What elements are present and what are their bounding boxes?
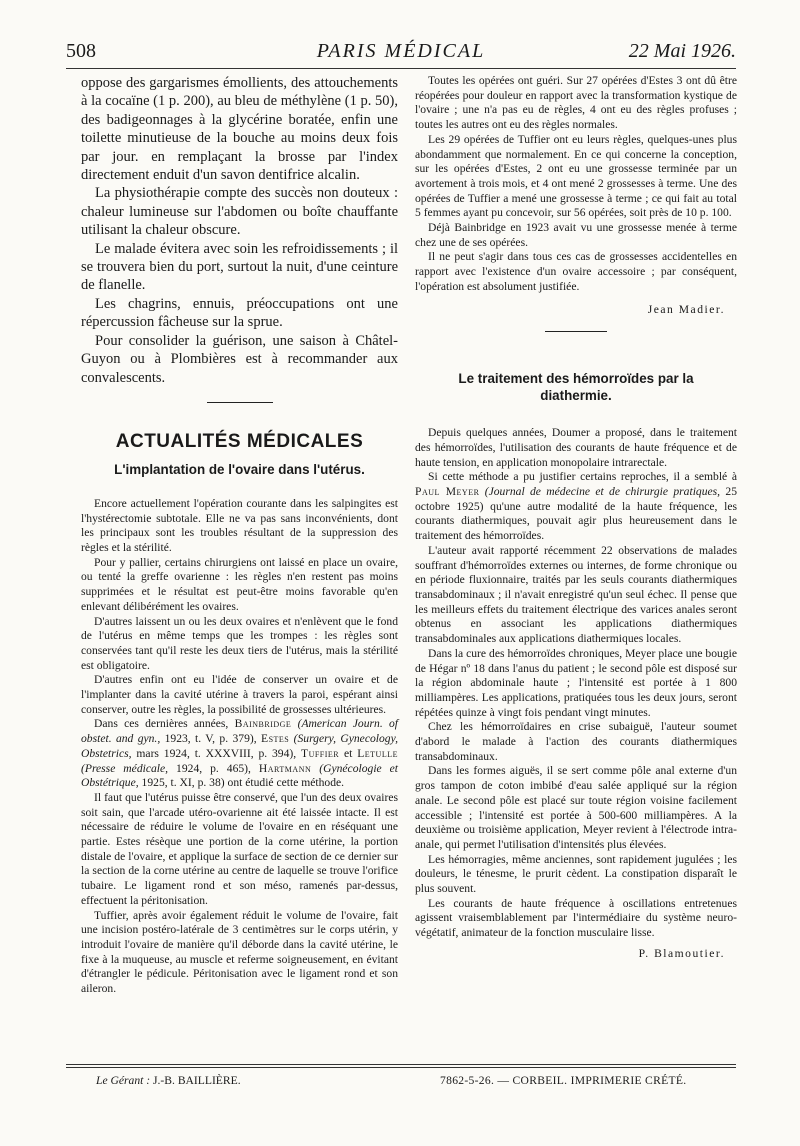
footer-gerant — [96, 1074, 241, 1087]
article-title: Le traitement des hémorroïdes par la diathermie. — [458, 371, 694, 404]
paragraph: Encore actuellement l'opération courante dans les salpingites est l'hystérectomie subtotale. Elle ne va pas sans inconvénients, dont les principaux sont les troubles résultant de la suppression des règles et la stérilité. — [81, 496, 398, 555]
ovary-article-body — [81, 497, 398, 997]
paragraph: Les chagrins, ennuis, préoccupations ont une répercussion fâcheuse sur la sprue. — [81, 295, 398, 331]
issue-date: 22 Mai 1926. — [628, 40, 736, 62]
author-name: Letulle — [357, 746, 398, 760]
author-name: Hartmann — [258, 761, 312, 775]
author-name: Paul Meyer — [415, 485, 480, 499]
footer-printer: 7862-5-26. — CORBEIL. IMPRIMERIE CRÉTÉ. — [440, 1074, 687, 1087]
text-run: Si cette méthode a pu justifier certains reproches, il a semblé à — [428, 470, 737, 484]
paragraph: Pour consolider la guérison, une saison à Châtel-Guyon ou à Plombières est à recommander aux convalescents. — [81, 332, 398, 386]
journal-citation: (Surgery, Gynecology, Obstetrics, — [81, 732, 398, 760]
paragraph: Le malade évitera avec soin les refroidissements ; il se trouvera bien du port, surtout la nuit, d'une ceinture de flanelle. — [81, 240, 398, 294]
author-signature: P. Blamoutier. — [638, 946, 725, 960]
paragraph: La physiothérapie compte des succès non douteux : chaleur lumineuse sur l'abdomen ou boîte chauffante utilisant la chaleur obscure. — [81, 185, 398, 239]
header-rule — [66, 68, 736, 69]
journal-citation: (Presse médicale, — [81, 761, 169, 775]
journal-citation: (Gynécologie et Obstétrique, — [81, 761, 399, 790]
journal-title: PARIS MÉDICAL — [316, 40, 486, 62]
paragraph: Toutes les opérées ont guéri. Sur 27 opérées d'Estes 3 ont dû être réopérées pour douleur en rapport avec la transformation kystique de l'ovaire ; une n'a pas eu de règles, 4 ont eu des règles profuses ; toutes les autres ont eu des règles normales. — [415, 74, 737, 132]
paragraph: Dans la cure des hémorroïdes chroniques, Meyer place une bougie de Hégar nº 18 dans l'anus du patient ; le second pôle est disposé sur la région abdominale haute ; l'intensité est portée à 1 800 milliampères. Les applications, pratiquées tous les deux jours, seront répétées quinze à vingt fois pendant vingt minutes. — [415, 646, 737, 719]
ovary-article-conclusion — [415, 74, 737, 317]
gerant-label: Le Gérant : — [96, 1074, 151, 1087]
text-run: 1923, t. V, p. 379), — [164, 732, 257, 746]
paragraph: D'autres enfin ont eu l'idée de conserver un ovaire et de l'implanter dans la cavité utérine à travers la paroi, espérant ainsi conserver, outre les règles, la possibilité de grossesses ultérieures. — [81, 673, 398, 716]
paragraph: Dans les formes aiguës, il se sert comme pôle anal externe d'un gros tampon de coton imbibé d'eau salée appliqué sur la région anale. Le second pôle est placé sur toute région voisine facilement accessible ; l'intensité est portée à 500-600 milliampères. A la deuxième ou troisième application, Meyer revient à l'électrode intra-anale, qui permet l'utilisation d'intensités plus élevées. — [415, 764, 737, 851]
paragraph: L'auteur avait rapporté récemment 22 observations de malades souffrant d'hémorroïdes externes ou internes, de forme chronique ou en période fluxionnaire, traités par les seuls courants diathermiques transabdominaux ; il n'avait enregistré qu'un seul échec. Il pense que les meilleurs effets du traitement électrique des varices anales seront obtenus en associant les applications diathermiques transabdominales aux applications diathermiques locales. — [415, 543, 737, 646]
section-title: ACTUALITÉS MÉDICALES — [115, 430, 364, 452]
running-header — [66, 40, 736, 68]
text-run: 1925, t. XI, p. 38) ont étudié cette méthode. — [141, 776, 345, 790]
paragraph: Depuis quelques années, Doumer a proposé, dans le traitement des hémorroïdes, l'utilisation des courants de haute fréquence et de haute tension, en application monopolaire intrarectale. — [415, 426, 737, 469]
paragraph: Les hémorragies, même anciennes, sont rapidement jugulées ; les douleurs, le ténesme, le prurit cèdent. La constipation disparaît le plus souvent. — [415, 852, 737, 896]
paragraph: Pour y pallier, certains chirurgiens ont laissé en place un ovaire, ou tenté la greffe ovarienne : les règles n'en restent pas moins supprimées et le résultat est peut-être moins favorable qu'en enlevant délibérément les ovaires. — [81, 555, 398, 613]
journal-citation: (Journal de médecine et de chirurgie pratiques, — [484, 485, 721, 499]
journal-citation: (American Journ. of obstet. and gyn., — [81, 717, 398, 746]
right-column — [415, 74, 737, 962]
author-name: Tuffier — [300, 746, 340, 760]
text-run: mars 1924, t. XXXVIII, p. 394), — [136, 746, 297, 760]
hemorrhoid-article-body — [415, 426, 737, 961]
paragraph: Les courants de haute fréquence à oscillations entretenues agissent vraisemblablement par l'intermédiaire du système neuro-végétatif, animateur de la fonction musculaire lisse. — [415, 896, 737, 940]
text-run: Dans ces dernières années, — [94, 717, 229, 731]
paragraph: Tuffier, après avoir également réduit le volume de l'ovaire, fait une incision postéro-latérale de 3 centimètres sur le corps utérin, y introduit l'ovaire de manière qu'il déborde dans la cavité utérine, le fixe à la muqueuse, au muscle et referme soigneusement, en évitant d'étrangler le pédicule. Péritonisation avec le ligament rond et son aileron. — [81, 908, 398, 996]
references-paragraph — [81, 717, 398, 791]
paragraph: Déjà Bainbridge en 1923 avait vu une grossesse menée à terme chez une de ses opérées. — [415, 221, 737, 249]
author-name: Bainbridge — [234, 717, 292, 731]
paragraph — [415, 470, 737, 544]
sprue-continuation — [81, 74, 398, 387]
paragraph: Les 29 opérées de Tuffier ont eu leurs règles, quelques-unes plus abondamment que normalement. En ce qui concerne la conception, sur les opérées d'Estes, 2 ont eu une grossesse terminée par un avortement à trois mois, et 4 ont mené 2 grossesses à terme. Une des opérées de Tuffier a mené une grossesse à terme ; ce qui fait au total 5 femmes ayant pu concevoir, sur 56 opérées, soit près de 10 p. 100. — [415, 132, 737, 220]
paragraph: oppose des gargarismes émollients, des attouchements à la cocaïne (1 p. 200), au bleu de méthylène (1 p. 50), des badigeonnages à la glycérine boratée, enfin une toilette minutieuse de la bouche au moins deux fois par jour. en remplaçant la brosse par l'index directement enduit d'un savon dentifrice alcalin. — [81, 75, 398, 184]
footer-rule — [66, 1067, 736, 1068]
page-number: 508 — [66, 40, 96, 62]
article-title: L'implantation de l'ovaire dans l'utérus. — [114, 461, 365, 477]
paragraph: Il faut que l'utérus puisse être conservé, que l'un des deux ovaires soit sain, que l'arcade utéro-ovarienne ait été laissée intacte. Il est nécessaire de réduire le volume de l'ovaire en en réséquant une partie. Estes résèque une portion de la corne utérine, la portion distale de l'ovaire, et applique la surface de section de ce dernier sur la section de la corne utérine au centre de laquelle se trouve l'orifice tubaire. Le ligament rond et son méso, ramenés par-dessus, effectuent la péritonisation. — [81, 790, 398, 907]
section-divider — [207, 402, 273, 403]
text-run: 25 octobre 1925) qu'une autre modalité de la haute fréquence, les courants diathermiques, pouvait agir plus heureusement dans le traitement des hémorroïdes. — [415, 485, 737, 543]
text-run: et — [343, 746, 353, 760]
paragraph: Chez les hémorroïdaires en crise subaiguë, l'auteur soumet d'abord le malade à l'action des courants diathermiques transabdominaux. — [415, 720, 737, 763]
text-run: 1924, p. 465), — [176, 761, 251, 775]
left-column — [81, 74, 398, 997]
paragraph: D'autres laissent un ou les deux ovaires et n'enlèvent que le fond de l'utérus en même temps que les trompes : les règles sont conservées tant qu'il reste les deux tiers de l'utérus, mais la stérilité est obligatoire. — [81, 614, 398, 672]
paragraph: Il ne peut s'agir dans tous ces cas de grossesses accidentelles en rapport avec l'existence d'un ovaire accessoire ; par conséquent, l'opération est absolument justifiée. — [415, 250, 737, 293]
footer-rule — [66, 1064, 736, 1065]
author-name: Estes — [260, 732, 290, 746]
section-divider — [545, 331, 607, 332]
gerant-name: J.-B. BAILLIÈRE. — [153, 1074, 241, 1087]
author-signature: Jean Madier. — [647, 302, 725, 316]
